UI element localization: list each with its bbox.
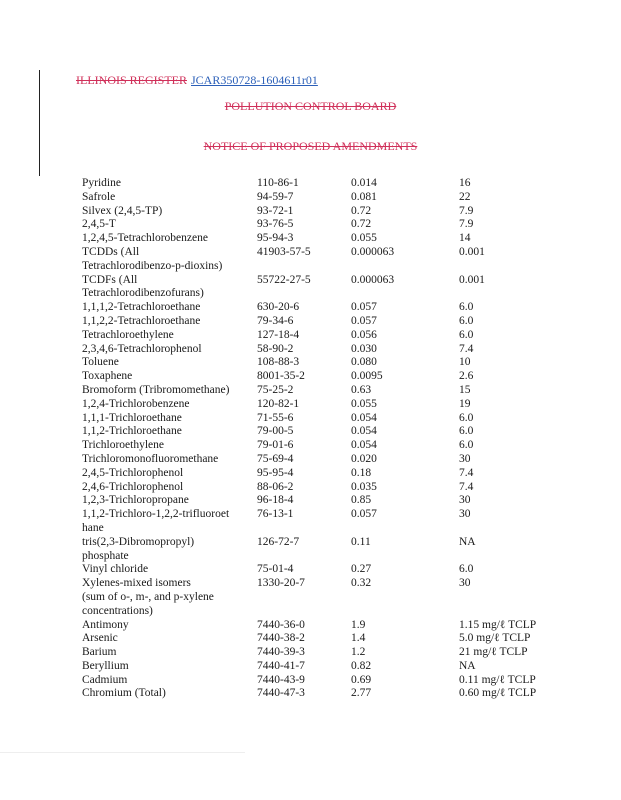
constituent-name: Arsenic: [82, 632, 118, 645]
nonwastewater-value: 6.0: [459, 563, 474, 576]
wastewater-value: 0.055: [351, 232, 377, 245]
table-row: [82, 412, 549, 426]
nonwastewater-value: 14: [459, 232, 471, 245]
cas-number: 93-76-5: [257, 218, 294, 231]
wastewater-value: 0.020: [351, 452, 377, 465]
constituent-name: phosphate: [82, 549, 129, 562]
register-header: [76, 73, 318, 88]
cas-number: [257, 591, 351, 605]
constituent-table-body: [82, 177, 549, 701]
constituent-name: Vinyl chloride: [82, 563, 149, 576]
table-row: [82, 494, 549, 508]
table-row: [82, 398, 549, 412]
table-row: [82, 356, 549, 370]
constituent-name: Barium: [82, 646, 117, 659]
constituent-name: TCDFs (All: [82, 273, 138, 286]
table-row: [82, 674, 549, 688]
wastewater-value: 0.63: [351, 383, 372, 396]
constituent-name: Chromium (Total): [82, 687, 166, 700]
wastewater-value: 0.057: [351, 314, 377, 327]
nonwastewater-value: [459, 287, 549, 301]
wastewater-value: [351, 550, 459, 564]
cas-number: 94-59-7: [257, 190, 294, 203]
nonwastewater-value: [459, 522, 549, 536]
constituent-name: 2,4,6-Trichlorophenol: [82, 480, 184, 493]
cas-number: 79-01-6: [257, 439, 294, 452]
nonwastewater-value: 7.9: [459, 204, 474, 217]
nonwastewater-value: 21 mg/ℓ TCLP: [459, 646, 528, 659]
constituent-name: Toluene: [82, 356, 119, 369]
nonwastewater-value: 6.0: [459, 301, 474, 314]
wastewater-value: 0.18: [351, 466, 372, 479]
nonwastewater-value: 16: [459, 177, 471, 189]
cas-number: 127-18-4: [257, 328, 300, 341]
wastewater-value: [351, 287, 459, 301]
table-row: [82, 287, 549, 301]
revision-margin-bar: [39, 70, 40, 176]
cas-number: 75-69-4: [257, 452, 294, 465]
cas-number: 7440-36-0: [257, 618, 305, 631]
cas-number: 7440-41-7: [257, 659, 305, 672]
constituent-name: (sum of o-, m-, and p-xylene: [82, 590, 214, 603]
table-row: [82, 536, 549, 550]
nonwastewater-value: NA: [459, 659, 476, 672]
table-row: [82, 343, 549, 357]
cas-number: 93-72-1: [257, 204, 294, 217]
nonwastewater-value: 5.0 mg/ℓ TCLP: [459, 632, 531, 645]
cas-number: 79-00-5: [257, 425, 294, 438]
table-row: [82, 370, 549, 384]
table-row: [82, 191, 549, 205]
table-row: [82, 384, 549, 398]
wastewater-value: 2.77: [351, 687, 372, 700]
table-row: [82, 646, 549, 660]
constituent-name: Safrole: [82, 190, 116, 203]
nonwastewater-value: 15: [459, 383, 471, 396]
constituent-table: [82, 177, 549, 701]
cas-number: 75-01-4: [257, 563, 294, 576]
cas-number: [257, 287, 351, 301]
nonwastewater-value: 30: [459, 494, 471, 507]
nonwastewater-value: 10: [459, 356, 471, 369]
nonwastewater-value: 30: [459, 508, 471, 521]
wastewater-value: 0.054: [351, 439, 377, 452]
constituent-name: 1,1,2-Trichloroethane: [82, 425, 182, 438]
table-row: [82, 508, 549, 522]
nonwastewater-value: 2.6: [459, 370, 474, 383]
wastewater-value: 0.0095: [351, 370, 383, 383]
cas-number: 8001-35-2: [257, 370, 305, 383]
wastewater-value: 0.11: [351, 535, 371, 548]
wastewater-value: 0.030: [351, 342, 377, 355]
table-row: [82, 522, 549, 536]
wastewater-value: 0.081: [351, 190, 377, 203]
cas-number: 7440-39-3: [257, 646, 305, 659]
wastewater-value: 0.057: [351, 508, 377, 521]
cas-number: [257, 550, 351, 564]
constituent-name: hane: [82, 521, 104, 534]
notice-heading-text: NOTICE OF PROPOSED AMENDMENTS: [203, 139, 418, 153]
table-row: [82, 550, 549, 564]
table-row: [82, 246, 549, 260]
table-row: [82, 687, 549, 701]
table-row: [82, 563, 549, 577]
constituent-name: concentrations): [82, 604, 153, 617]
cas-number: 95-94-3: [257, 232, 294, 245]
cas-number: 95-95-4: [257, 466, 294, 479]
table-row: [82, 315, 549, 329]
cas-number: 55722-27-5: [257, 273, 311, 286]
board-heading-text: POLLUTION CONTROL BOARD: [224, 99, 397, 113]
nonwastewater-value: [459, 605, 549, 619]
table-row: [82, 591, 549, 605]
wastewater-value: 1.4: [351, 632, 366, 645]
cas-number: 71-55-6: [257, 411, 294, 424]
table-row: [82, 232, 549, 246]
constituent-name: 2,4,5-T: [82, 218, 116, 231]
constituent-name: Tetrachloroethylene: [82, 328, 174, 341]
wastewater-value: 0.85: [351, 494, 372, 507]
wastewater-value: [351, 591, 459, 605]
nonwastewater-value: 7.9: [459, 218, 474, 231]
nonwastewater-value: 30: [459, 577, 471, 590]
table-row: [82, 205, 549, 219]
register-struck-text: ILLINOIS REGISTER: [76, 73, 187, 87]
cas-number: 58-90-2: [257, 342, 294, 355]
cas-number: 7440-47-3: [257, 687, 305, 700]
wastewater-value: 0.69: [351, 673, 372, 686]
constituent-name: Bromoform (Tribromomethane): [82, 383, 230, 396]
nonwastewater-value: 7.4: [459, 466, 474, 479]
cas-number: 108-88-3: [257, 356, 300, 369]
nonwastewater-value: [459, 591, 549, 605]
table-row: [82, 660, 549, 674]
wastewater-value: 0.014: [351, 177, 377, 189]
cas-number: 96-18-4: [257, 494, 294, 507]
constituent-name: Trichloromonofluoromethane: [82, 452, 219, 465]
table-row: [82, 577, 549, 591]
wastewater-value: 0.054: [351, 411, 377, 424]
table-row: [82, 605, 549, 619]
wastewater-value: 0.055: [351, 397, 377, 410]
cas-number: [257, 605, 351, 619]
cas-number: 88-06-2: [257, 480, 294, 493]
nonwastewater-value: 7.4: [459, 480, 474, 493]
table-row: [82, 274, 549, 288]
cas-number: [257, 260, 351, 274]
wastewater-value: 0.000063: [351, 273, 395, 286]
wastewater-value: [351, 605, 459, 619]
nonwastewater-value: 0.60 mg/ℓ TCLP: [459, 687, 537, 700]
table-row: [82, 467, 549, 481]
constituent-name: 1,1,2-Trichloro-1,2,2-trifluoroet: [82, 508, 230, 521]
constituent-name: Beryllium: [82, 659, 129, 672]
nonwastewater-value: 0.11 mg/ℓ TCLP: [459, 673, 536, 686]
nonwastewater-value: 6.0: [459, 328, 474, 341]
cas-number: [257, 522, 351, 536]
constituent-name: 1,1,1,2-Tetrachloroethane: [82, 301, 201, 314]
wastewater-value: 0.32: [351, 577, 372, 590]
nonwastewater-value: 0.001: [459, 273, 485, 286]
constituent-name: Toxaphene: [82, 370, 133, 383]
wastewater-value: 0.72: [351, 218, 372, 231]
register-inserted-text: JCAR350728-1604611r01: [191, 73, 318, 87]
constituent-name: 2,3,4,6-Tetrachlorophenol: [82, 342, 202, 355]
wastewater-value: 0.000063: [351, 245, 395, 258]
notice-heading: [0, 139, 621, 154]
cas-number: 41903-57-5: [257, 245, 311, 258]
wastewater-value: 0.054: [351, 425, 377, 438]
constituent-name: 1,1,1-Trichloroethane: [82, 411, 182, 424]
constituent-name: 1,2,3-Trichloropropane: [82, 494, 189, 507]
table-row: [82, 632, 549, 646]
cas-number: 76-13-1: [257, 508, 294, 521]
constituent-name: 1,2,4-Trichlorobenzene: [82, 397, 190, 410]
nonwastewater-value: 1.15 mg/ℓ TCLP: [459, 618, 537, 631]
wastewater-value: 0.056: [351, 328, 377, 341]
table-row: [82, 260, 549, 274]
wastewater-value: 0.27: [351, 563, 372, 576]
table-row: [82, 453, 549, 467]
footer-divider: [0, 752, 245, 753]
constituent-name: 1,2,4,5-Tetrachlorobenzene: [82, 232, 208, 245]
constituent-name: Pyridine: [82, 177, 121, 189]
table-row: [82, 329, 549, 343]
cas-number: 110-86-1: [257, 177, 299, 189]
constituent-name: Antimony: [82, 618, 129, 631]
nonwastewater-value: 22: [459, 190, 471, 203]
constituent-name: Xylenes-mixed isomers: [82, 577, 191, 590]
constituent-name: Tetrachlorodibenzo-p-dioxins): [82, 259, 223, 272]
constituent-name: Silvex (2,4,5-TP): [82, 204, 163, 217]
wastewater-value: 1.2: [351, 646, 366, 659]
nonwastewater-value: 30: [459, 452, 471, 465]
nonwastewater-value: 7.4: [459, 342, 474, 355]
nonwastewater-value: NA: [459, 535, 476, 548]
nonwastewater-value: 6.0: [459, 425, 474, 438]
cas-number: 75-25-2: [257, 383, 294, 396]
table-row: [82, 218, 549, 232]
cas-number: 630-20-6: [257, 301, 300, 314]
cas-number: 126-72-7: [257, 535, 300, 548]
wastewater-value: 1.9: [351, 618, 366, 631]
constituent-name: Tetrachlorodibenzofurans): [82, 287, 204, 300]
nonwastewater-value: [459, 260, 549, 274]
constituent-name: Cadmium: [82, 673, 128, 686]
wastewater-value: 0.035: [351, 480, 377, 493]
constituent-name: 2,4,5-Trichlorophenol: [82, 466, 184, 479]
cas-number: 1330-20-7: [257, 577, 305, 590]
nonwastewater-value: 0.001: [459, 245, 485, 258]
wastewater-value: [351, 260, 459, 274]
wastewater-value: 0.057: [351, 301, 377, 314]
wastewater-value: [351, 522, 459, 536]
table-row: [82, 619, 549, 633]
table-row: [82, 425, 549, 439]
nonwastewater-value: 6.0: [459, 439, 474, 452]
constituent-name: TCDDs (All: [82, 245, 140, 258]
nonwastewater-value: 6.0: [459, 411, 474, 424]
board-heading: [0, 99, 621, 114]
constituent-name: tris(2,3-Dibromopropyl): [82, 535, 195, 548]
wastewater-value: 0.82: [351, 659, 372, 672]
table-row: [82, 301, 549, 315]
nonwastewater-value: [459, 550, 549, 564]
nonwastewater-value: 19: [459, 397, 471, 410]
nonwastewater-value: 6.0: [459, 314, 474, 327]
cas-number: 7440-38-2: [257, 632, 305, 645]
cas-number: 7440-43-9: [257, 673, 305, 686]
cas-number: 120-82-1: [257, 397, 300, 410]
wastewater-value: 0.080: [351, 356, 377, 369]
wastewater-value: 0.72: [351, 204, 372, 217]
table-row: [82, 439, 549, 453]
cas-number: 79-34-6: [257, 314, 294, 327]
table-row: [82, 481, 549, 495]
constituent-name: 1,1,2,2-Tetrachloroethane: [82, 314, 201, 327]
constituent-name: Trichloroethylene: [82, 439, 164, 452]
table-row: [82, 177, 549, 191]
